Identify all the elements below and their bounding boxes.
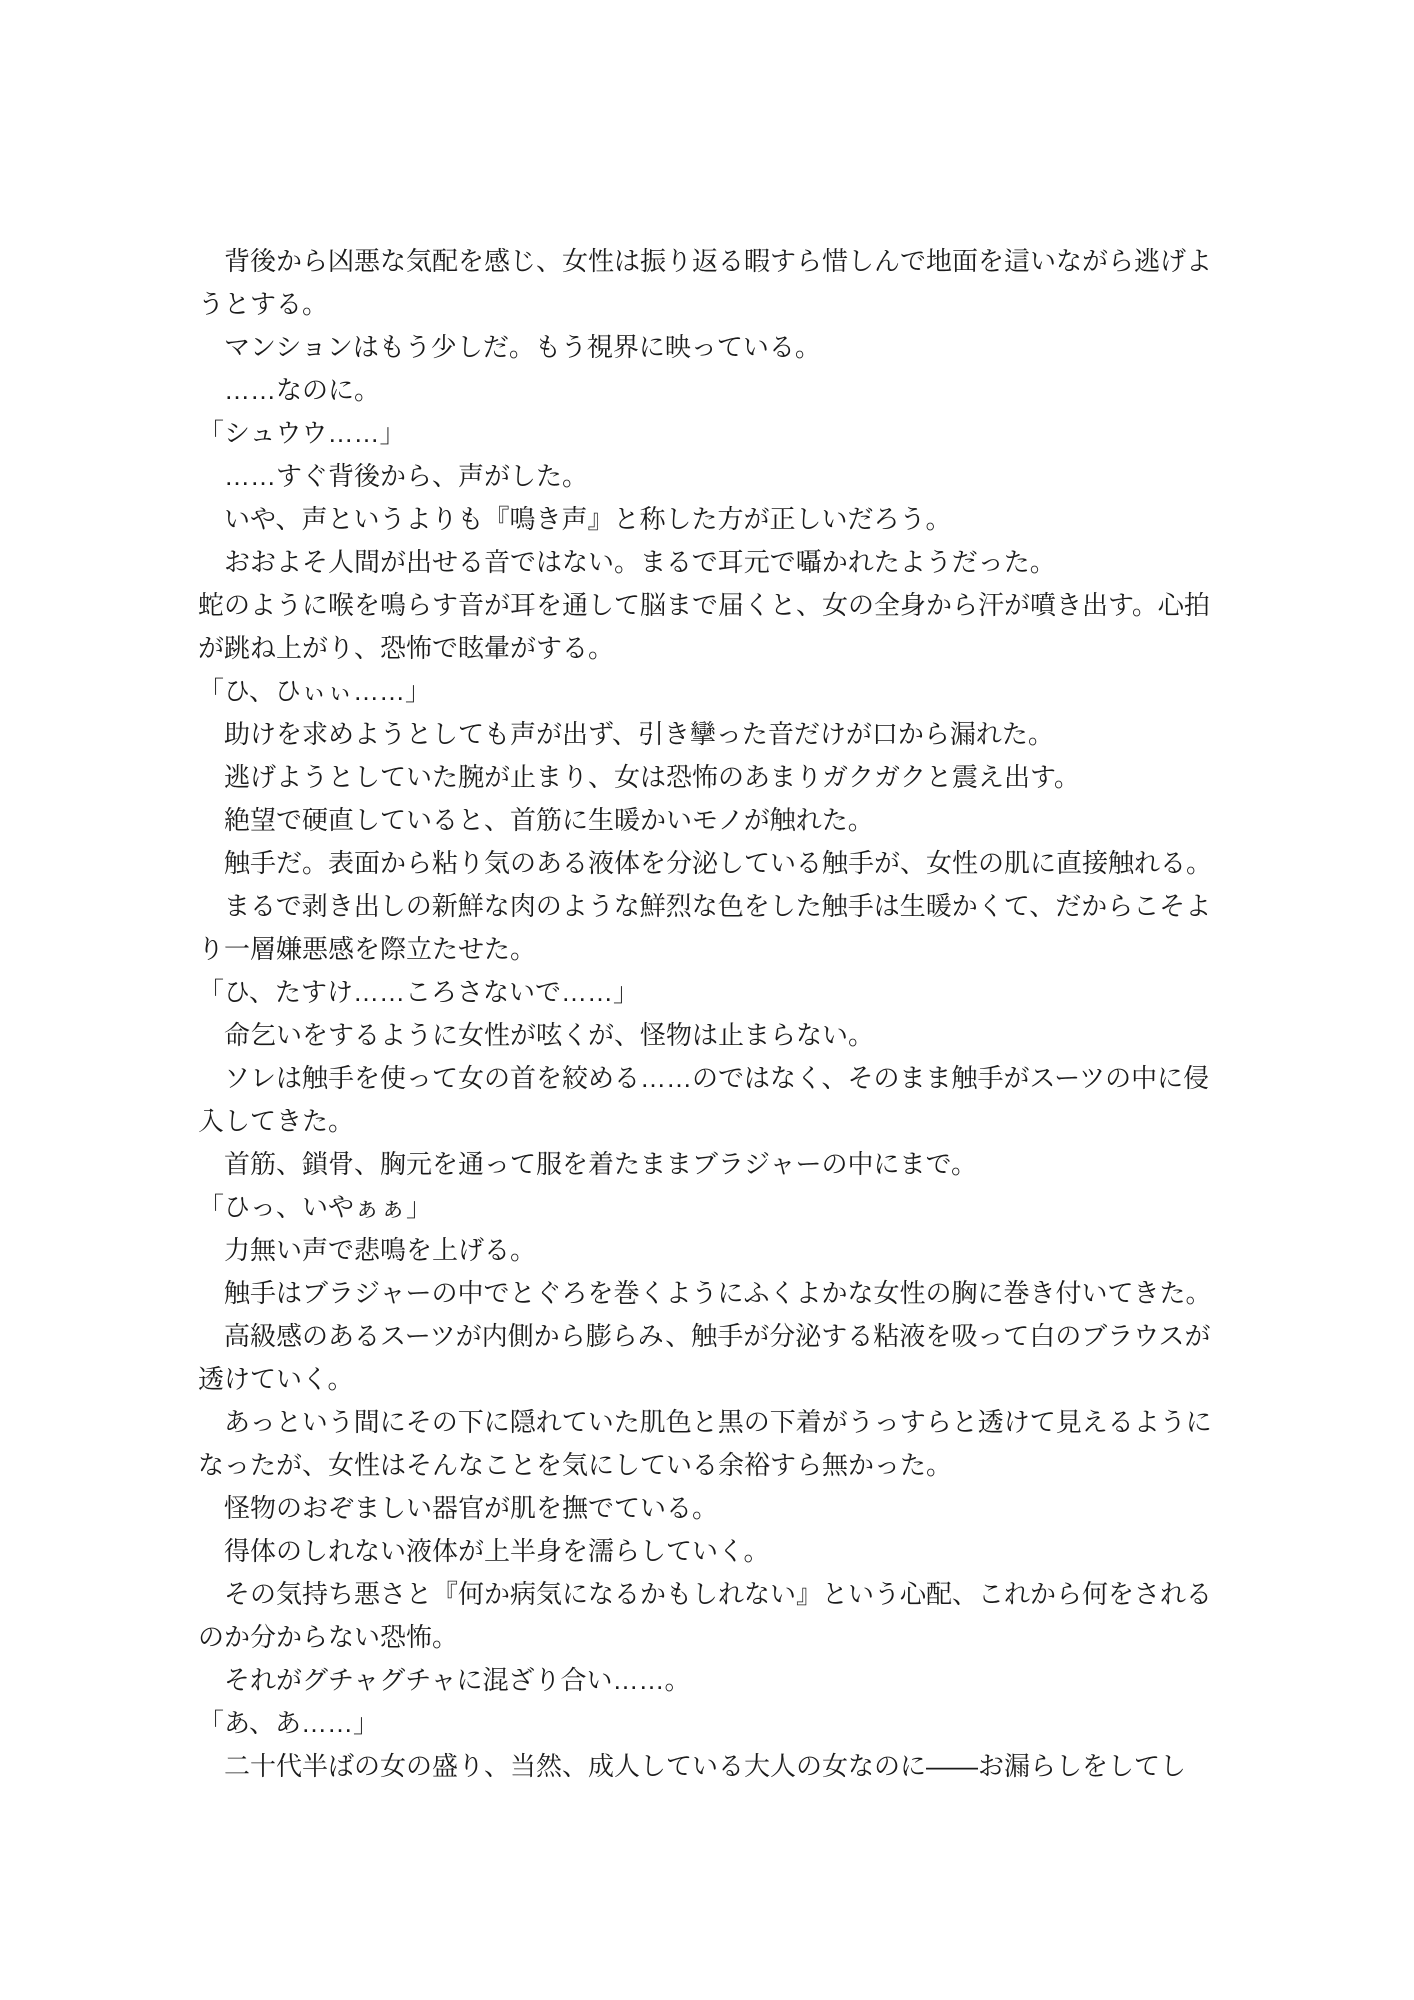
text-line: 首筋、鎖骨、胸元を通って服を着たままブラジャーの中にまで。 bbox=[224, 1149, 977, 1179]
text-line: いや、声というよりも『鳴き声』と称した方が正しいだろう。 bbox=[224, 504, 952, 534]
text-line: 入してきた。 bbox=[198, 1106, 355, 1136]
text-line: 怪物のおぞましい器官が肌を撫でている。 bbox=[224, 1493, 719, 1523]
text-line: ……すぐ背後から、声がした。 bbox=[224, 461, 589, 491]
text-line: 得体のしれない液体が上半身を濡らしていく。 bbox=[224, 1536, 770, 1566]
text-line: 背後から凶悪な気配を感じ、女性は振り返る暇すら惜しんで地面を這いながら逃げよ bbox=[224, 246, 1213, 276]
text-line: その気持ち悪さと『何か病気になるかもしれない』という心配、これから何をされる bbox=[224, 1579, 1213, 1609]
text-line: ……なのに。 bbox=[224, 375, 381, 405]
text-line: ソレは触手を使って女の首を絞める……のではなく、そのまま触手がスーツの中に侵 bbox=[224, 1063, 1210, 1093]
text-line: 二十代半ばの女の盛り、当然、成人している大人の女なのに——お漏らしをしてし bbox=[224, 1751, 1187, 1781]
text-line: なったが、女性はそんなことを気にしている余裕すら無かった。 bbox=[198, 1450, 953, 1480]
text-line: 「あ、あ……」 bbox=[198, 1708, 379, 1738]
text-line: マンションはもう少しだ。もう視界に映っている。 bbox=[224, 332, 821, 362]
text-line: うとする。 bbox=[198, 289, 329, 319]
text-line: 助けを求めようとしても声が出ず、引き攣った音だけが口から漏れた。 bbox=[224, 719, 1054, 749]
text-line: 透けていく。 bbox=[198, 1364, 354, 1394]
novel-text-block bbox=[198, 240, 1228, 1788]
text-line: 「ひ、たすけ……ころさないで……」 bbox=[198, 977, 639, 1007]
text-line: のか分からない恐怖。 bbox=[198, 1622, 459, 1652]
text-line: 蛇のように喉を鳴らす音が耳を通して脳まで届くと、女の全身から汗が噴き出す。心拍 bbox=[198, 590, 1210, 620]
text-line: 力無い声で悲鳴を上げる。 bbox=[224, 1235, 537, 1265]
text-line: 「ひ、ひぃぃ……」 bbox=[198, 676, 431, 706]
text-line: それがグチャグチャに混ざり合い……。 bbox=[224, 1665, 691, 1695]
text-line: 高級感のあるスーツが内側から膨らみ、触手が分泌する粘液を吸って白のブラウスが bbox=[224, 1321, 1211, 1351]
text-line: 逃げようとしていた腕が止まり、女は恐怖のあまりガクガクと震え出す。 bbox=[224, 762, 1080, 792]
text-line: おおよそ人間が出せる音ではない。まるで耳元で囁かれたようだった。 bbox=[224, 547, 1056, 577]
text-line: 命乞いをするように女性が呟くが、怪物は止まらない。 bbox=[224, 1020, 875, 1050]
text-line: 「シュウウ……」 bbox=[198, 418, 406, 448]
text-line: 触手だ。表面から粘り気のある液体を分泌している触手が、女性の肌に直接触れる。 bbox=[224, 848, 1213, 878]
text-line: あっという間にその下に隠れていた肌色と黒の下着がうっすらと透けて見えるように bbox=[224, 1407, 1212, 1437]
text-line: まるで剥き出しの新鮮な肉のような鮮烈な色をした触手は生暖かくて、だからこそよ bbox=[224, 891, 1212, 921]
text-line: 触手はブラジャーの中でとぐろを巻くようにふくよかな女性の胸に巻き付いてきた。 bbox=[224, 1278, 1212, 1308]
text-line: 絶望で硬直していると、首筋に生暖かいモノが触れた。 bbox=[224, 805, 874, 835]
text-line: り一層嫌悪感を際立たせた。 bbox=[198, 934, 537, 964]
text-line: 「ひっ、いやぁぁ」 bbox=[198, 1192, 433, 1222]
text-line: が跳ね上がり、恐怖で眩暈がする。 bbox=[198, 633, 615, 663]
